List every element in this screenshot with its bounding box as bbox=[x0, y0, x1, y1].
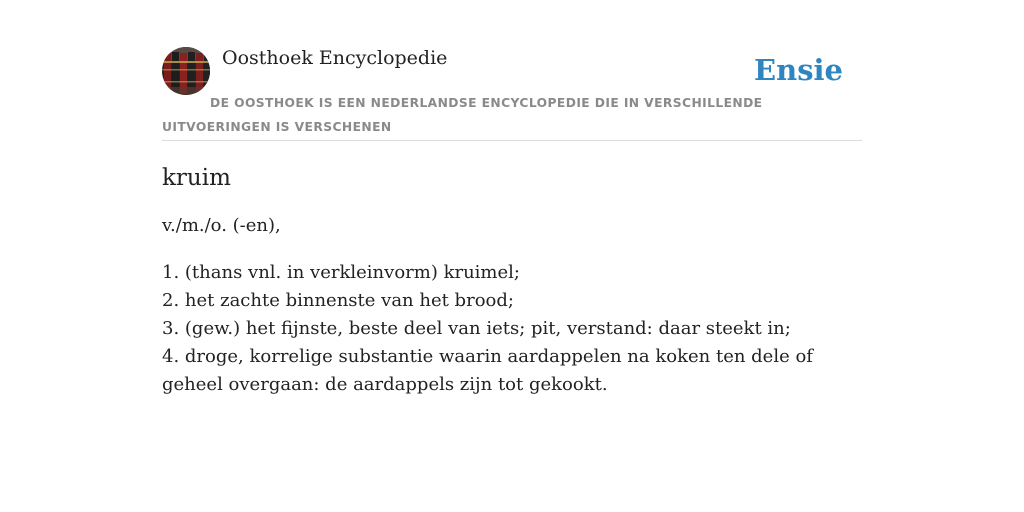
meaning-item: 4. droge, korrelige substantie waarin aardappelen na koken ten dele of geheel overgaan: de aardappels zijn tot gekookt. bbox=[162, 346, 813, 395]
book-spines-icon bbox=[162, 47, 210, 95]
entry-grammar: v./m./o. (-en), bbox=[162, 215, 281, 236]
meanings-list bbox=[162, 259, 862, 399]
meaning-item: 2. het zachte binnenste van het brood; bbox=[162, 290, 514, 311]
meaning-item: 3. (gew.) het fijnste, beste deel van iets; pit, verstand: daar steekt in; bbox=[162, 318, 791, 339]
source-title[interactable]: Oosthoek Encyclopedie bbox=[222, 47, 448, 69]
source-avatar[interactable] bbox=[162, 47, 210, 95]
entry-title: kruim bbox=[162, 165, 231, 191]
source-header bbox=[162, 46, 862, 141]
source-description: DE OOSTHOEK IS EEN NEDERLANDSE ENCYCLOPEDIE DIE IN VERSCHILLENDE UITVOERINGEN IS VERSCHENEN bbox=[162, 96, 763, 134]
meaning-item: 1. (thans vnl. in verkleinvorm) kruimel; bbox=[162, 262, 520, 283]
brand-logo-link[interactable]: Ensie bbox=[754, 53, 843, 87]
entry-content bbox=[162, 160, 862, 399]
